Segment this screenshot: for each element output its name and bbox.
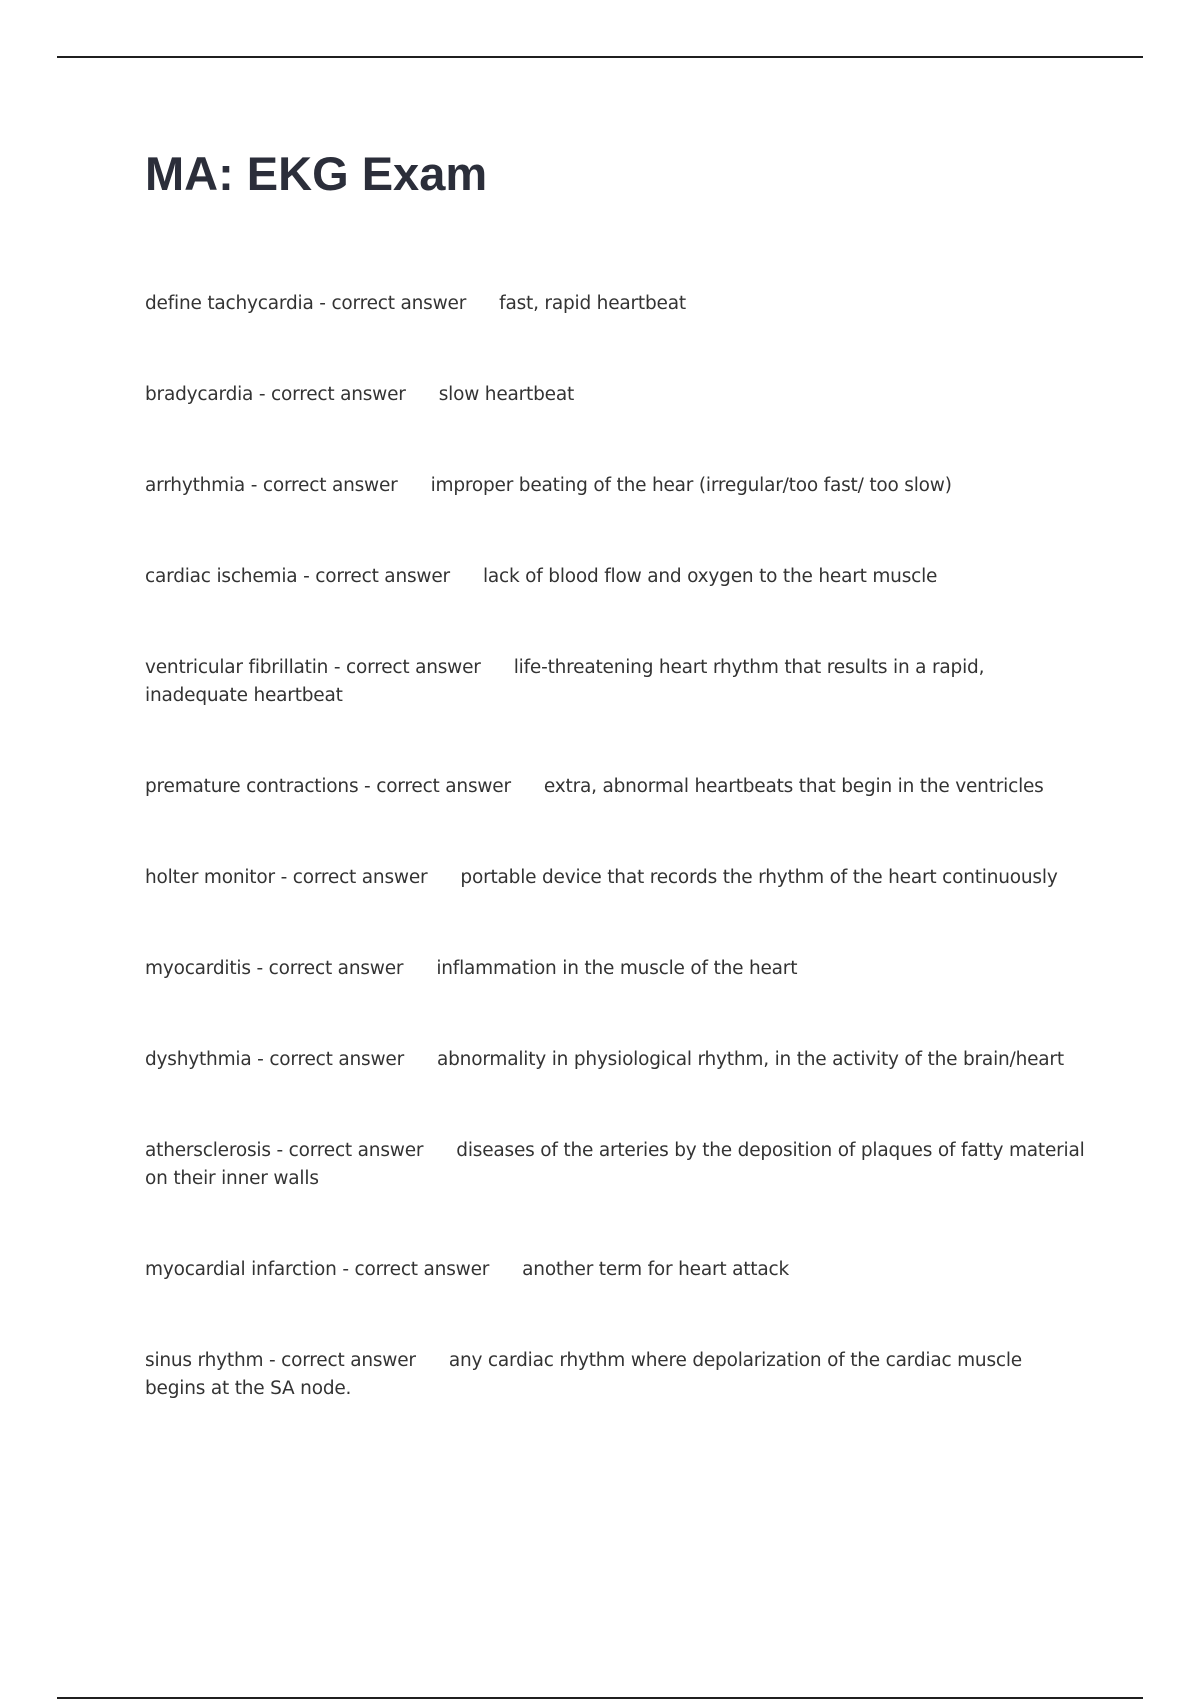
- qa-term: cardiac ischemia - correct answer: [145, 566, 450, 587]
- qa-list: [145, 290, 1085, 1466]
- qa-answer: diseases of the arteries by the deposition of plaques of fatty material on their inner walls: [145, 1140, 1085, 1189]
- qa-term: arrhythmia - correct answer: [145, 475, 398, 496]
- qa-item: [145, 472, 1085, 500]
- page-title: MA: EKG Exam: [145, 147, 488, 200]
- qa-item: [145, 654, 1085, 710]
- bottom-divider: [57, 1697, 1143, 1699]
- qa-item: [145, 1137, 1085, 1193]
- qa-term: myocarditis - correct answer: [145, 958, 404, 979]
- qa-item: [145, 1046, 1085, 1074]
- qa-term: athersclerosis - correct answer: [145, 1140, 424, 1161]
- qa-answer: lack of blood flow and oxygen to the heart muscle: [482, 566, 938, 587]
- qa-answer: portable device that records the rhythm of the heart continuously: [460, 867, 1058, 888]
- qa-term: ventricular fibrillatin - correct answer: [145, 657, 481, 678]
- qa-answer: inflammation in the muscle of the heart: [436, 958, 798, 979]
- top-divider: [57, 56, 1143, 58]
- qa-term: premature contractions - correct answer: [145, 776, 511, 797]
- qa-term: dyshythmia - correct answer: [145, 1049, 404, 1070]
- qa-item: [145, 1347, 1085, 1403]
- qa-term: define tachycardia - correct answer: [145, 293, 467, 314]
- qa-item: [145, 381, 1085, 409]
- qa-item: [145, 1256, 1085, 1284]
- qa-answer: another term for heart attack: [522, 1259, 789, 1280]
- qa-answer: improper beating of the hear (irregular/too fast/ too slow): [430, 475, 952, 496]
- qa-item: [145, 864, 1085, 892]
- qa-answer: extra, abnormal heartbeats that begin in the ventricles: [543, 776, 1044, 797]
- qa-item: [145, 955, 1085, 983]
- qa-item: [145, 290, 1085, 318]
- qa-item: [145, 563, 1085, 591]
- qa-term: myocardial infarction - correct answer: [145, 1259, 490, 1280]
- qa-answer: fast, rapid heartbeat: [499, 293, 686, 314]
- qa-answer: life-threatening heart rhythm that results in a rapid, inadequate heartbeat: [145, 657, 985, 706]
- qa-answer: abnormality in physiological rhythm, in the activity of the brain/heart: [437, 1049, 1064, 1070]
- qa-answer: any cardiac rhythm where depolarization of the cardiac muscle begins at the SA node.: [145, 1350, 1022, 1399]
- qa-term: bradycardia - correct answer: [145, 384, 406, 405]
- qa-term: sinus rhythm - correct answer: [145, 1350, 416, 1371]
- qa-item: [145, 773, 1085, 801]
- qa-term: holter monitor - correct answer: [145, 867, 428, 888]
- qa-answer: slow heartbeat: [438, 384, 575, 405]
